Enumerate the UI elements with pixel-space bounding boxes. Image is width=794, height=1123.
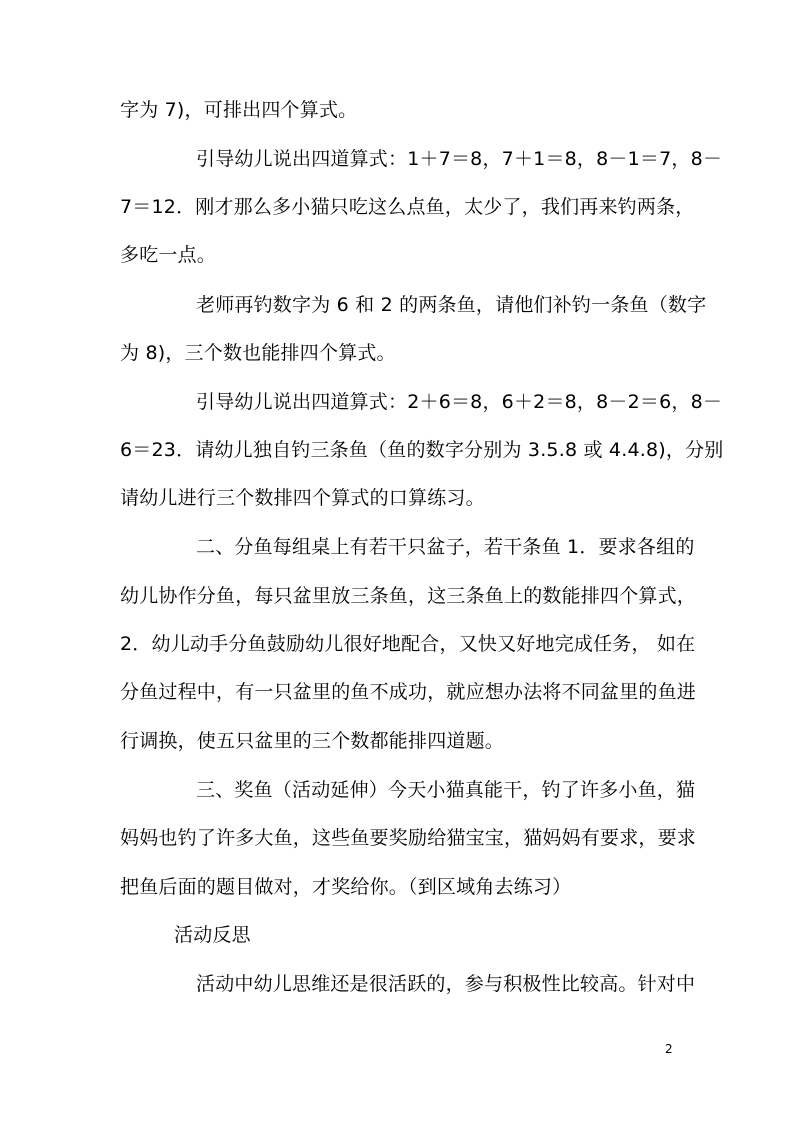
page-number: 2 bbox=[665, 1042, 673, 1056]
text-line: 字为 7)，可排出四个算式。 bbox=[120, 99, 358, 121]
text-line: 多吃一点。 bbox=[120, 244, 217, 266]
text-line: 为 8)，三个数也能排四个算式。 bbox=[120, 342, 396, 364]
text-line: 2．幼儿动手分鱼鼓励幼儿很好地配合，又快又好地完成任务， 如在 bbox=[120, 633, 696, 655]
text-line: 请幼儿进行三个数排四个算式的口算练习。 bbox=[120, 487, 485, 509]
text-line: 引导幼儿说出四道算式：2＋6＝8，6＋2＝8，8－2＝6，8－ bbox=[196, 391, 723, 413]
text-line: 引导幼儿说出四道算式：1＋7＝8，7＋1＝8，8－1＝7，8－ bbox=[196, 148, 723, 170]
text-line: 6＝23．请幼儿独自钓三条鱼（鱼的数字分别为 3.5.8 或 4.4.8)，分别 bbox=[120, 439, 724, 461]
text-line: 三、奖鱼（活动延伸）今天小猫真能干，钓了许多小鱼，猫 bbox=[196, 779, 696, 801]
text-line: 行调换，使五只盆里的三个数都能排四道题。 bbox=[120, 730, 505, 752]
text-line: 7＝12．刚才那么多小猫只吃这么点鱼，太少了，我们再来钓两条， bbox=[120, 196, 695, 218]
text-line: 把鱼后面的题目做对，才奖给你。（到区域角去练习） bbox=[120, 876, 572, 898]
text-line: 活动中幼儿思维还是很活跃的，参与积极性比较高。针对中 bbox=[196, 973, 696, 995]
text-line: 妈妈也钓了许多大鱼，这些鱼要奖励给猫宝宝，猫妈妈有要求，要求 bbox=[120, 827, 697, 849]
text-line: 幼儿协作分鱼，每只盆里放三条鱼，这三条鱼上的数能排四个算式， bbox=[120, 585, 697, 607]
text-line: 分鱼过程中，有一只盆里的鱼不成功，就应想办法将不同盆里的鱼进 bbox=[120, 681, 697, 703]
text-line: 二、分鱼每组桌上有若干只盆子，若干条鱼 1．要求各组的 bbox=[196, 536, 695, 558]
text-line: 老师再钓数字为 6 和 2 的两条鱼，请他们补钓一条鱼（数字 bbox=[196, 294, 707, 316]
section-heading: 活动反思 bbox=[174, 924, 251, 946]
